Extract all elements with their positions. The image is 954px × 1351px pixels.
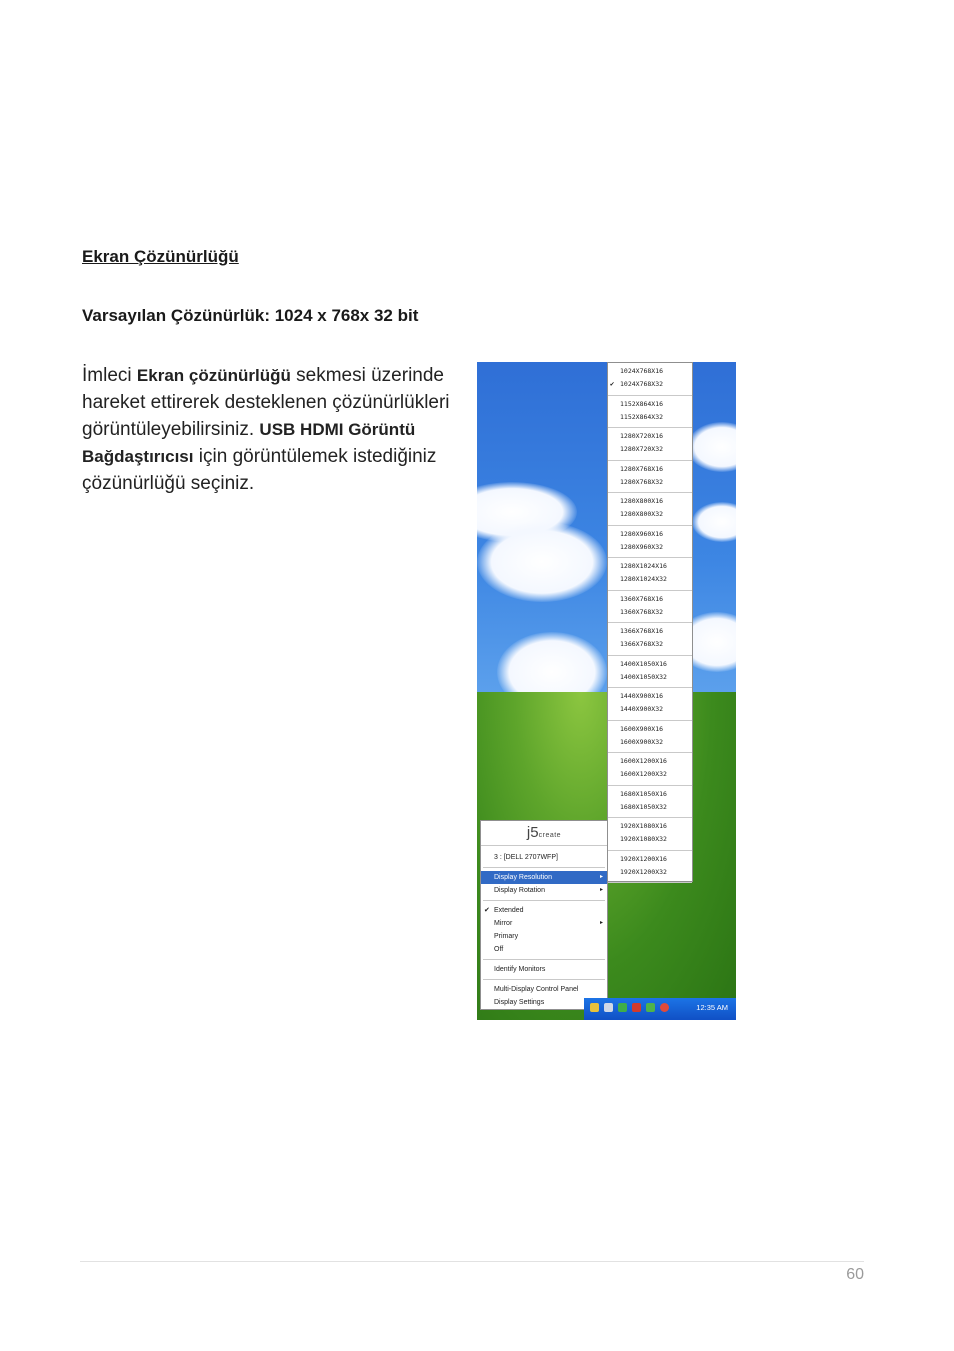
resolution-option[interactable]: 1920X1200X16 (620, 854, 667, 863)
resolution-group (608, 818, 692, 851)
resolution-group (608, 656, 692, 689)
resolution-option[interactable]: 1152X864X32 (620, 412, 664, 421)
menu-item-display-rotation[interactable]: Display Rotation ▸ (481, 884, 607, 897)
tray-icon[interactable] (604, 1003, 613, 1012)
resolution-option[interactable]: 1366X768X16 (620, 627, 664, 635)
resolution-group (608, 623, 692, 656)
submenu-arrow-icon: ▸ (599, 887, 603, 893)
tray-clock: 12:35 AM (696, 1003, 728, 1012)
resolution-group (608, 558, 692, 591)
resolution-group (608, 753, 692, 786)
resolution-group (608, 461, 692, 494)
default-resolution-heading: Varsayılan Çözünürlük: 1024 x 768x 32 bit (82, 306, 419, 325)
paragraph-text-1: İmleci (82, 365, 137, 386)
resolution-option[interactable]: 1680X1050X16 (620, 789, 667, 798)
cloud (692, 502, 736, 542)
resolution-option[interactable]: 1280X800X16 (620, 497, 664, 505)
menu-separator (483, 867, 605, 868)
menu-item-extended[interactable]: ✔ Extended (481, 904, 607, 917)
menu-item-display-settings[interactable]: Display Settings (494, 999, 545, 1006)
resolution-group (608, 851, 692, 884)
security-icon[interactable] (660, 1003, 669, 1012)
menu-item-identify-monitors[interactable]: Identify Monitors (494, 966, 546, 973)
resolution-option[interactable]: 1280X720X16 (620, 432, 664, 440)
paragraph-text-2: sekmesi üzerinde hareket ettirerek desteklenen çözünürlükleri görüntüleyebilirsiniz. (82, 365, 450, 440)
resolution-option[interactable]: 1400X1050X16 (620, 659, 667, 668)
resolution-option[interactable]: 1152X864X16 (620, 399, 664, 408)
resolution-option[interactable]: 1280X960X16 (620, 529, 664, 538)
resolution-option[interactable]: 1440X900X32 (620, 705, 664, 713)
resolution-group (608, 786, 692, 819)
tray-icon[interactable] (632, 1003, 641, 1012)
page-number: 60 (846, 1266, 864, 1283)
resolution-option[interactable]: 1024X768X16 (620, 367, 664, 375)
paragraph-text-3: için görüntülemek istediğiniz çözünürlüğü seçiniz. (82, 446, 437, 494)
resolution-group (608, 428, 692, 461)
cloud (477, 522, 607, 602)
resolution-group (608, 688, 692, 721)
section-heading: Ekran Çözünürlüğü (82, 247, 239, 266)
resolution-group (608, 396, 692, 429)
check-icon: ✔ (484, 907, 490, 914)
resolution-group (608, 493, 692, 526)
resolution-submenu (607, 362, 693, 882)
paragraph-bold-1: Ekran çözünürlüğü (136, 366, 291, 385)
resolution-group (608, 591, 692, 624)
resolution-option[interactable]: 1920X1080X32 (620, 835, 667, 843)
tray-icon[interactable] (590, 1003, 599, 1012)
resolution-option[interactable]: 1920X1200X32 (620, 867, 667, 876)
menu-item-display-resolution[interactable]: Display Resolution ▸ (481, 871, 607, 884)
menu-item-primary[interactable]: Primary (494, 933, 519, 940)
submenu-arrow-icon: ▸ (599, 920, 603, 926)
resolution-option[interactable]: 1600X1200X32 (620, 770, 667, 778)
footer-divider (80, 1261, 864, 1262)
resolution-option[interactable]: 1360X768X32 (620, 607, 664, 616)
resolution-option[interactable]: 1280X800X32 (620, 510, 664, 518)
cloud (687, 422, 736, 472)
resolution-option[interactable]: 1600X900X32 (620, 737, 664, 746)
resolution-option[interactable]: 1600X900X16 (620, 724, 664, 733)
resolution-option[interactable]: 1920X1080X16 (620, 822, 667, 830)
tray-context-menu (480, 820, 608, 1010)
resolution-option[interactable]: 1280X960X32 (620, 542, 664, 551)
menu-item-monitor[interactable]: 3 : [DELL 2707WFP] (494, 854, 558, 861)
resolution-option[interactable]: 1280X768X16 (620, 464, 664, 473)
instruction-paragraph (82, 362, 452, 497)
tray-icon[interactable] (618, 1003, 627, 1012)
resolution-option[interactable]: 1680X1050X32 (620, 802, 667, 811)
resolution-group (608, 721, 692, 754)
resolution-option[interactable]: 1400X1050X32 (620, 672, 667, 681)
resolution-option[interactable]: 1366X768X32 (620, 640, 664, 648)
taskbar-tray (584, 998, 736, 1020)
resolution-option[interactable]: 1600X1200X16 (620, 757, 667, 765)
menu-separator (483, 900, 605, 901)
paragraph-bold-2: USB HDMI Görüntü Bağdaştırıcısı (82, 420, 416, 466)
resolution-option[interactable]: 1280X1024X32 (620, 575, 667, 583)
resolution-option[interactable]: 1440X900X16 (620, 692, 664, 700)
menu-item-mirror[interactable]: Mirror ▸ (481, 917, 607, 930)
resolution-group (608, 363, 692, 396)
menu-item-off[interactable]: Off (494, 946, 504, 953)
tray-icon[interactable] (646, 1003, 655, 1012)
check-icon: ✔ (610, 380, 615, 388)
menu-separator (483, 959, 605, 960)
resolution-option[interactable]: 1280X720X32 (620, 445, 664, 453)
resolution-option[interactable]: ✔ 1024X768X32 (620, 378, 692, 391)
resolution-option[interactable]: 1280X768X32 (620, 477, 664, 486)
resolution-group (608, 526, 692, 559)
resolution-option[interactable]: 1280X1024X16 (620, 562, 667, 570)
submenu-arrow-icon: ▸ (599, 874, 603, 880)
resolution-option[interactable]: 1360X768X16 (620, 594, 664, 603)
menu-item-control-panel[interactable]: Multi-Display Control Panel (494, 986, 579, 993)
menu-separator (483, 979, 605, 980)
j5create-logo: j5create (481, 821, 607, 846)
